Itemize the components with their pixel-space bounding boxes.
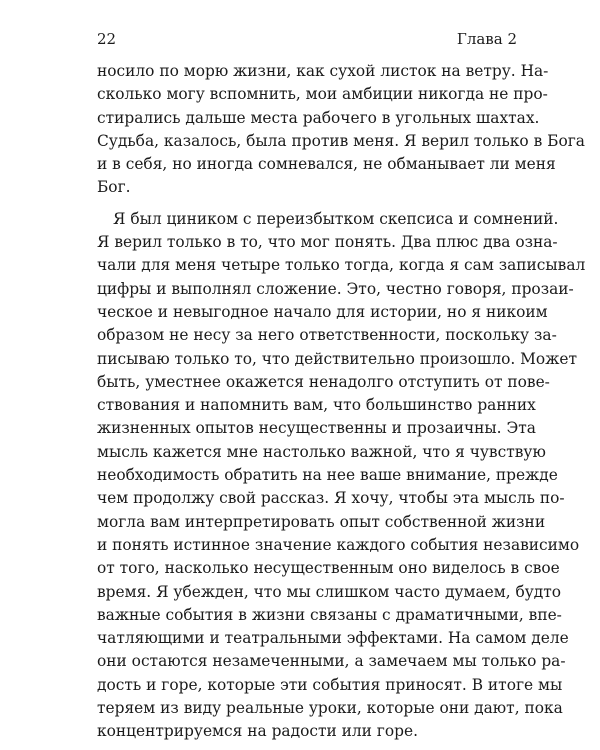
text-line: сколько могу вспомнить, мои амбиции никогда не про- xyxy=(97,85,548,104)
paragraph-1 xyxy=(97,60,585,200)
text-line: они остаются незамеченными, а замечаем мы только ра- xyxy=(97,652,566,671)
text-line: ческое и невыгодное начало для истории, но я никоим xyxy=(97,302,548,321)
text-line: носило по морю жизни, как сухой листок на ветру. На- xyxy=(97,62,549,80)
text-line: быть, уместнее окажется ненадолго отступить от пове- xyxy=(97,372,550,391)
page-number: 22 xyxy=(97,30,117,48)
text-line: дость и горе, которые эти события приносят. В итоге мы xyxy=(97,675,563,694)
text-line: время. Я убежден, что мы слишком часто думаем, будто xyxy=(97,582,562,601)
text-line: важные события в жизни связаны с драматичными, впе- xyxy=(97,605,562,624)
text-line: писываю только то, что действительно произошло. Может xyxy=(97,349,577,368)
text-line: чатляющими и театральными эффектами. На самом деле xyxy=(97,629,569,648)
text-line: цифры и выполнял сложение. Это, честно говоря, прозаи- xyxy=(97,279,574,298)
text-line: теряем из виду реальные уроки, которые они дают, пока xyxy=(97,699,563,718)
paragraph-2 xyxy=(97,208,586,744)
text-line: чем продолжу свой рассказ. Я хочу, чтобы эта мысль по- xyxy=(97,489,565,508)
page-header xyxy=(97,30,517,50)
text-line: чали для меня четыре только тогда, когда я сам записывал xyxy=(97,256,586,275)
text-line: концентрируемся на радости или горе. xyxy=(97,722,418,741)
text-line: стирались дальше места рабочего в угольных шахтах. xyxy=(97,108,540,127)
text-line: необходимость обратить на нее ваше внимание, прежде xyxy=(97,466,558,485)
text-line: Бог. xyxy=(97,178,131,197)
text-line: и понять истинное значение каждого события независимо xyxy=(97,535,580,554)
running-head-chapter: Глава 2 xyxy=(456,30,517,48)
text-line: ствования и напомнить вам, что большинство ранних xyxy=(97,396,536,415)
text-line: от того, насколько несущественным оно виделось в свое xyxy=(97,559,560,578)
text-line: жизненных опытов несущественны и прозаичны. Эта xyxy=(97,419,536,438)
text-line: Я был циником с переизбытком скепсиса и сомнений. xyxy=(113,209,559,228)
body-text xyxy=(97,60,586,744)
text-line: могла вам интерпретировать опыт собственной жизни xyxy=(97,512,546,531)
text-line: образом не несу за него ответственности, поскольку за- xyxy=(97,326,557,345)
text-line: Я верил только в то, что мог понять. Два плюс два озна- xyxy=(97,233,558,252)
text-line: мысль кажется мне настолько важной, что я чувствую xyxy=(97,442,546,461)
text-line: Судьба, казалось, была против меня. Я верил только в Бога xyxy=(97,131,585,150)
text-line: и в себя, но иногда сомневался, не обманывает ли меня xyxy=(97,155,556,174)
